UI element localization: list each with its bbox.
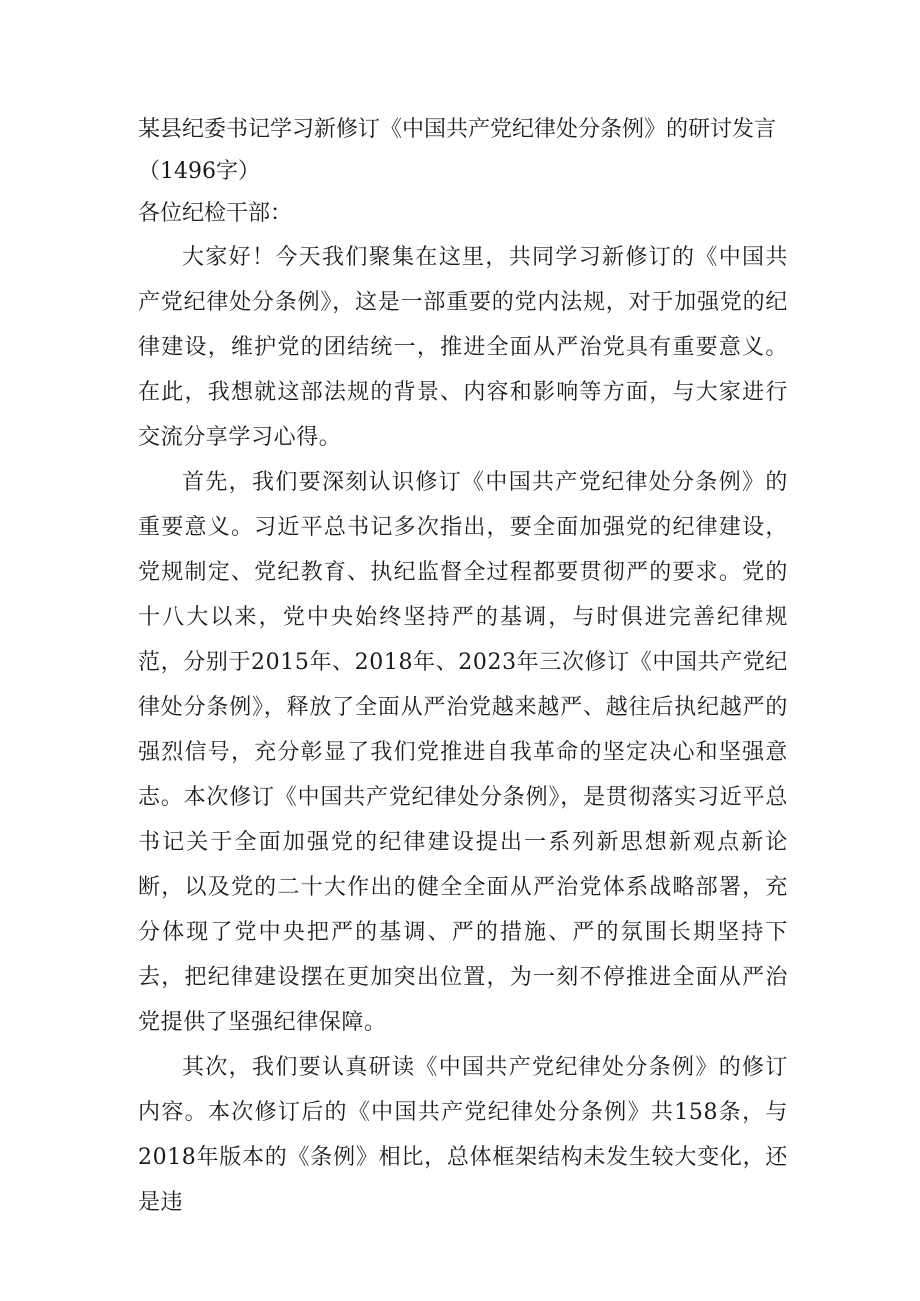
salutation: 各位纪检干部：	[138, 201, 293, 226]
document-title: 某县纪委书记学习新修订《中国共产党纪律处分条例》的研讨发言（1496字）	[138, 117, 777, 184]
paragraph-second-point: 其次，我们要认真研读《中国共产党纪律处分条例》的修订内容。本次修订后的《中国共产党纪律处分条例》共158条，与2018年版本的《条例》相比，总体框架结构未发生较大变化，还是违	[138, 1055, 788, 1215]
paragraph-greeting: 大家好！今天我们聚集在这里，共同学习新修订的《中国共产党纪律处分条例》，这是一部重要的党内法规，对于加强党的纪律建设，维护党的团结统一，推进全面从严治党具有重要意义。在此，我想就这部法规的背景、内容和影响等方面，与大家进行交流分享学习心得。	[138, 245, 788, 450]
paragraph-first-point: 首先，我们要深刻认识修订《中国共产党纪律处分条例》的重要意义。习近平总书记多次指出，要全面加强党的纪律建设，党规制定、党纪教育、执纪监督全过程都要贯彻严的要求。党的十八大以来，党中央始终坚持严的基调，与时俱进完善纪律规范，分别于2015年、2018年、2023年三次修订《中国共产党纪律处分条例》，释放了全面从严治党越来越严、越往后执纪越严的强烈信号，充分彰显了我们党推进自我革命的坚定决心和坚强意志。本次修订《中国共产党纪律处分条例》，是贯彻落实习近平总书记关于全面加强党的纪律建设提出一系列新思想新观点新论断，以及党的二十大作出的健全全面从严治党体系战略部署，充分体现了党中央把严的基调、严的措施、严的氛围长期坚持下去，把纪律建设摆在更加突出位置，为一刻不停推进全面从严治党提供了坚强纪律保障。	[138, 470, 788, 1035]
document-page	[138, 109, 788, 1225]
